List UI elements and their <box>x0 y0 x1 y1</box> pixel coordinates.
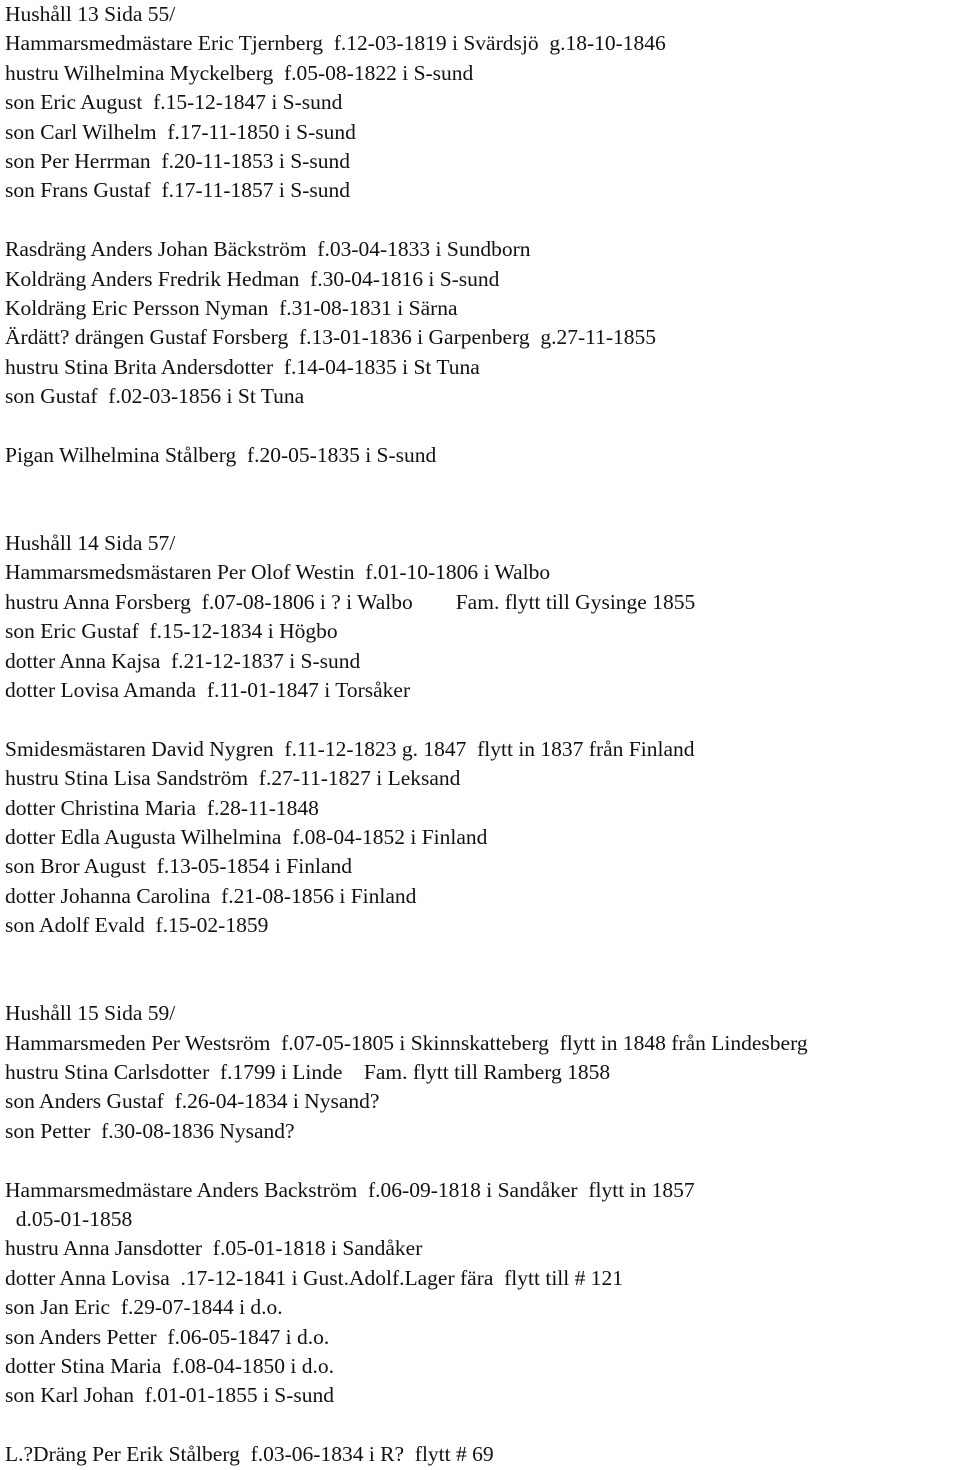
household-heading: Hushåll 14 Sida 57/ <box>5 531 176 556</box>
person-group <box>5 529 957 705</box>
record-line: son Per Herrman f.20-11-1853 i S-sund <box>5 148 350 173</box>
person-group <box>5 441 957 470</box>
person-group <box>5 1440 957 1469</box>
record-line: son Petter f.30-08-1836 Nysand? <box>5 1118 295 1143</box>
person-group <box>5 1176 957 1411</box>
person-group <box>5 999 957 1146</box>
record-line: son Frans Gustaf f.17-11-1857 i S-sund <box>5 178 350 203</box>
record-line: dotter Anna Lovisa .17-12-1841 i Gust.Adolf.Lager fära flytt till # 121 <box>5 1265 623 1290</box>
record-line: son Gustaf f.02-03-1856 i St Tuna <box>5 384 305 409</box>
record-line: dotter Christina Maria f.28-11-1848 <box>5 795 319 820</box>
record-line: L.?Dräng Per Erik Stålberg f.03-06-1834 i R? flytt # 69 <box>5 1442 494 1467</box>
record-line: hustru Anna Forsberg f.07-08-1806 i ? i Walbo Fam. flytt till Gysinge 1855 <box>5 589 696 614</box>
record-line: Hammarsmedmästare Eric Tjernberg f.12-03-1819 i Svärdsjö g.18-10-1846 <box>5 31 666 56</box>
record-line: Smidesmästaren David Nygren f.11-12-1823 g. 1847 flytt in 1837 från Finland <box>5 736 695 761</box>
record-line: dotter Stina Maria f.08-04-1850 i d.o. <box>5 1354 335 1378</box>
record-line: son Adolf Evald f.15-02-1859 <box>5 913 269 938</box>
record-line: dotter Lovisa Amanda f.11-01-1847 i Torsåker <box>5 678 411 702</box>
record-line: Hammarsmedsmästaren Per Olof Westin f.01-10-1806 i Walbo <box>5 560 551 585</box>
household-heading: Hushåll 13 Sida 55/ <box>5 2 176 26</box>
record-line: Pigan Wilhelmina Stålberg f.20-05-1835 i S-sund <box>5 442 437 467</box>
record-line: son Carl Wilhelm f.17-11-1850 i S-sund <box>5 119 356 144</box>
spacer <box>5 705 957 734</box>
household-section <box>5 0 957 470</box>
record-line: dotter Edla Augusta Wilhelmina f.08-04-1852 i Finland <box>5 824 488 849</box>
spacer <box>5 411 957 440</box>
record-line: hustru Anna Jansdotter f.05-01-1818 i Sandåker <box>5 1236 423 1261</box>
record-line: Koldräng Anders Fredrik Hedman f.30-04-1816 i S-sund <box>5 266 500 291</box>
spacer <box>5 1146 957 1175</box>
person-group <box>5 235 957 411</box>
record-line: hustru Wilhelmina Myckelberg f.05-08-1822 i S-sund <box>5 60 474 85</box>
record-line: dotter Anna Kajsa f.21-12-1837 i S-sund <box>5 648 361 673</box>
household-section <box>5 529 957 940</box>
record-line: son Jan Eric f.29-07-1844 i d.o. <box>5 1295 283 1320</box>
household-section <box>5 999 957 1469</box>
spacer <box>5 1411 957 1440</box>
document-page <box>5 0 957 1470</box>
record-line: hustru Stina Brita Andersdotter f.14-04-1835 i St Tuna <box>5 354 480 379</box>
household-heading: Hushåll 15 Sida 59/ <box>5 1001 176 1026</box>
section-spacer <box>5 470 957 529</box>
record-line: son Anders Gustaf f.26-04-1834 i Nysand? <box>5 1089 380 1114</box>
person-group <box>5 735 957 941</box>
record-line: d.05-01-1858 <box>5 1207 133 1232</box>
record-line: Koldräng Eric Persson Nyman f.31-08-1831 i Särna <box>5 295 458 320</box>
spacer <box>5 206 957 235</box>
record-line: son Karl Johan f.01-01-1855 i S-sund <box>5 1383 335 1408</box>
section-spacer <box>5 941 957 1000</box>
record-line: Hammarsmeden Per Westsröm f.07-05-1805 i Skinnskatteberg flytt in 1848 från Lindesberg <box>5 1030 808 1055</box>
person-group <box>5 0 957 206</box>
record-line: son Bror August f.13-05-1854 i Finland <box>5 854 352 879</box>
record-line: hustru Stina Lisa Sandström f.27-11-1827 i Leksand <box>5 766 461 791</box>
record-line: dotter Johanna Carolina f.21-08-1856 i Finland <box>5 883 417 908</box>
record-line: son Eric August f.15-12-1847 i S-sund <box>5 90 343 115</box>
record-line: Hammarsmedmästare Anders Backström f.06-09-1818 i Sandåker flytt in 1857 <box>5 1177 695 1202</box>
record-line: hustru Stina Carlsdotter f.1799 i Linde Fam. flytt till Ramberg 1858 <box>5 1060 611 1085</box>
record-line: son Anders Petter f.06-05-1847 i d.o. <box>5 1324 330 1349</box>
record-line: son Eric Gustaf f.15-12-1834 i Högbo <box>5 619 338 644</box>
record-line: Rasdräng Anders Johan Bäckström f.03-04-1833 i Sundborn <box>5 237 531 262</box>
record-line: Ärdätt? drängen Gustaf Forsberg f.13-01-1836 i Garpenberg g.27-11-1855 <box>5 325 657 350</box>
